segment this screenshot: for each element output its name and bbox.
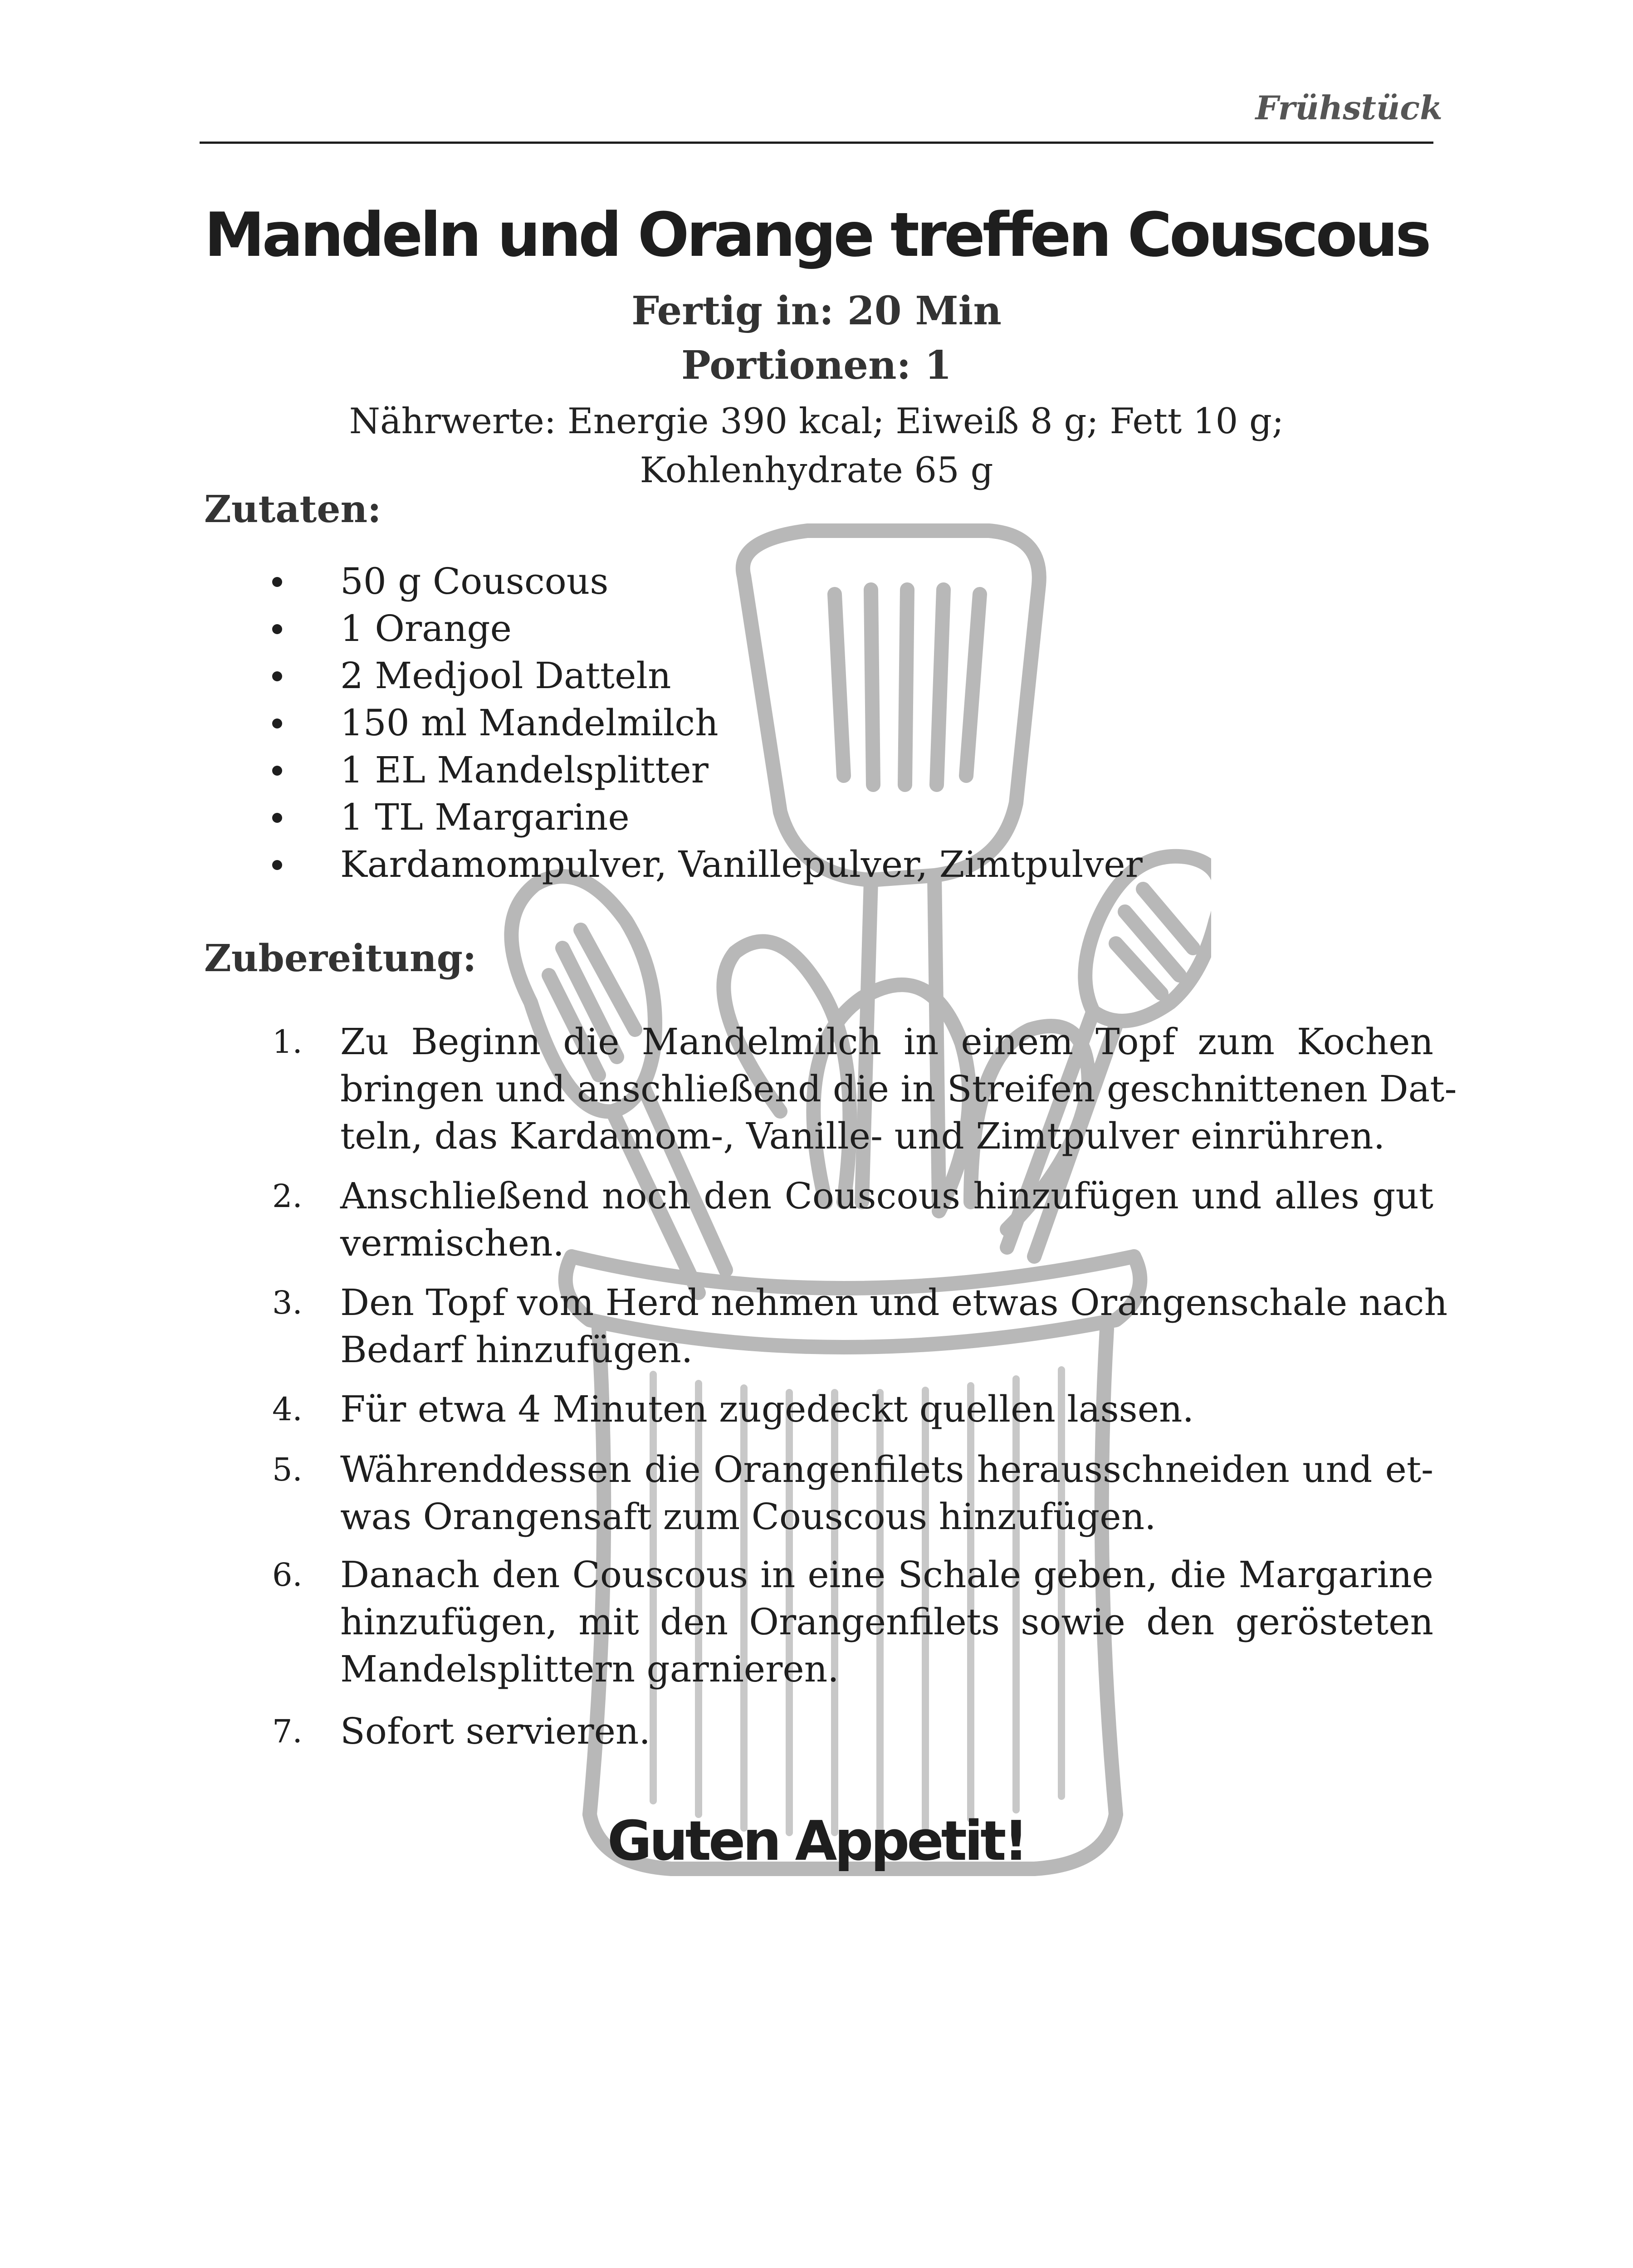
step-text-line: Zu Beginn die Mandelmilch in einem Topf zum Kochen (340, 1021, 1433, 1063)
bullet-icon (272, 577, 282, 587)
step-text-line: was Orangensaft zum Couscous hinzufügen. (340, 1496, 1156, 1538)
step-text-line: Mandelsplittern garnieren. (340, 1648, 839, 1690)
running-head: Frühstück (1255, 88, 1442, 127)
step-text-line: Für etwa 4 Minuten zugedeckt quellen lassen. (340, 1388, 1194, 1430)
ingredient-text: 150 ml Mandelmilch (340, 702, 719, 744)
list-item (272, 652, 1143, 699)
step-text-line: teln, das Kardamom-, Vanille- und Zimtpulver einrühren. (340, 1115, 1385, 1157)
step-number: 1. (272, 1023, 303, 1061)
step-number: 4. (272, 1391, 303, 1428)
ingredient-text: 1 Orange (340, 607, 512, 650)
ingredient-text: 2 Medjool Datteln (340, 655, 671, 697)
recipe-title: Mandeln und Orange treffen Couscous (204, 200, 1429, 270)
bullet-icon (272, 719, 282, 728)
list-item (272, 747, 1143, 794)
step-text-line: Bedarf hinzufügen. (340, 1329, 693, 1371)
header-rule (200, 142, 1433, 144)
preparation-heading: Zubereitung: (204, 937, 477, 980)
ready-in: Fertig in: 20 Min (631, 288, 1002, 334)
closing-greeting: Guten Appetit! (607, 1810, 1026, 1873)
list-item (272, 605, 1143, 652)
ingredient-text: Kardamompulver, Vanillepulver, Zimtpulver (340, 843, 1143, 885)
step-number: 3. (272, 1284, 303, 1321)
nutrition-line-2: Kohlenhydrate 65 g (640, 450, 993, 491)
step-text-line: bringen und anschließend die in Streifen geschnittenen Dat- (340, 1068, 1457, 1110)
step-text-line: hinzufügen, mit den Orangenfilets sowie den gerösteten (340, 1601, 1433, 1643)
bullet-icon (272, 813, 282, 823)
list-item (272, 558, 1143, 605)
step-text-line: Währenddessen die Orangenfilets herausschneiden und et- (340, 1448, 1433, 1491)
step-text-line: Anschließend noch den Couscous hinzufügen und alles gut (340, 1175, 1433, 1217)
step-number: 2. (272, 1178, 303, 1215)
ingredient-list (272, 558, 1143, 888)
step-number: 5. (272, 1451, 303, 1488)
bullet-icon (272, 671, 282, 681)
list-item (272, 841, 1143, 888)
ingredient-text: 50 g Couscous (340, 560, 609, 602)
servings: Portionen: 1 (681, 342, 952, 388)
step-text-line: Danach den Couscous in eine Schale geben, die Margarine (340, 1554, 1433, 1596)
ingredient-text: 1 EL Mandelsplitter (340, 749, 709, 791)
ingredients-heading: Zutaten: (204, 488, 381, 531)
nutrition-line-1: Nährwerte: Energie 390 kcal; Eiweiß 8 g; Fett 10 g; (349, 401, 1284, 442)
bullet-icon (272, 766, 282, 776)
bullet-icon (272, 624, 282, 634)
step-text-line: Sofort servieren. (340, 1710, 650, 1752)
step-text-line: vermischen. (340, 1222, 564, 1264)
step-number: 7. (272, 1713, 303, 1750)
bullet-icon (272, 860, 282, 870)
list-item (272, 699, 1143, 747)
step-number: 6. (272, 1556, 303, 1593)
step-text-line: Den Topf vom Herd nehmen und etwas Orangenschale nach (340, 1281, 1448, 1324)
list-item (272, 794, 1143, 841)
ingredient-text: 1 TL Margarine (340, 796, 630, 838)
